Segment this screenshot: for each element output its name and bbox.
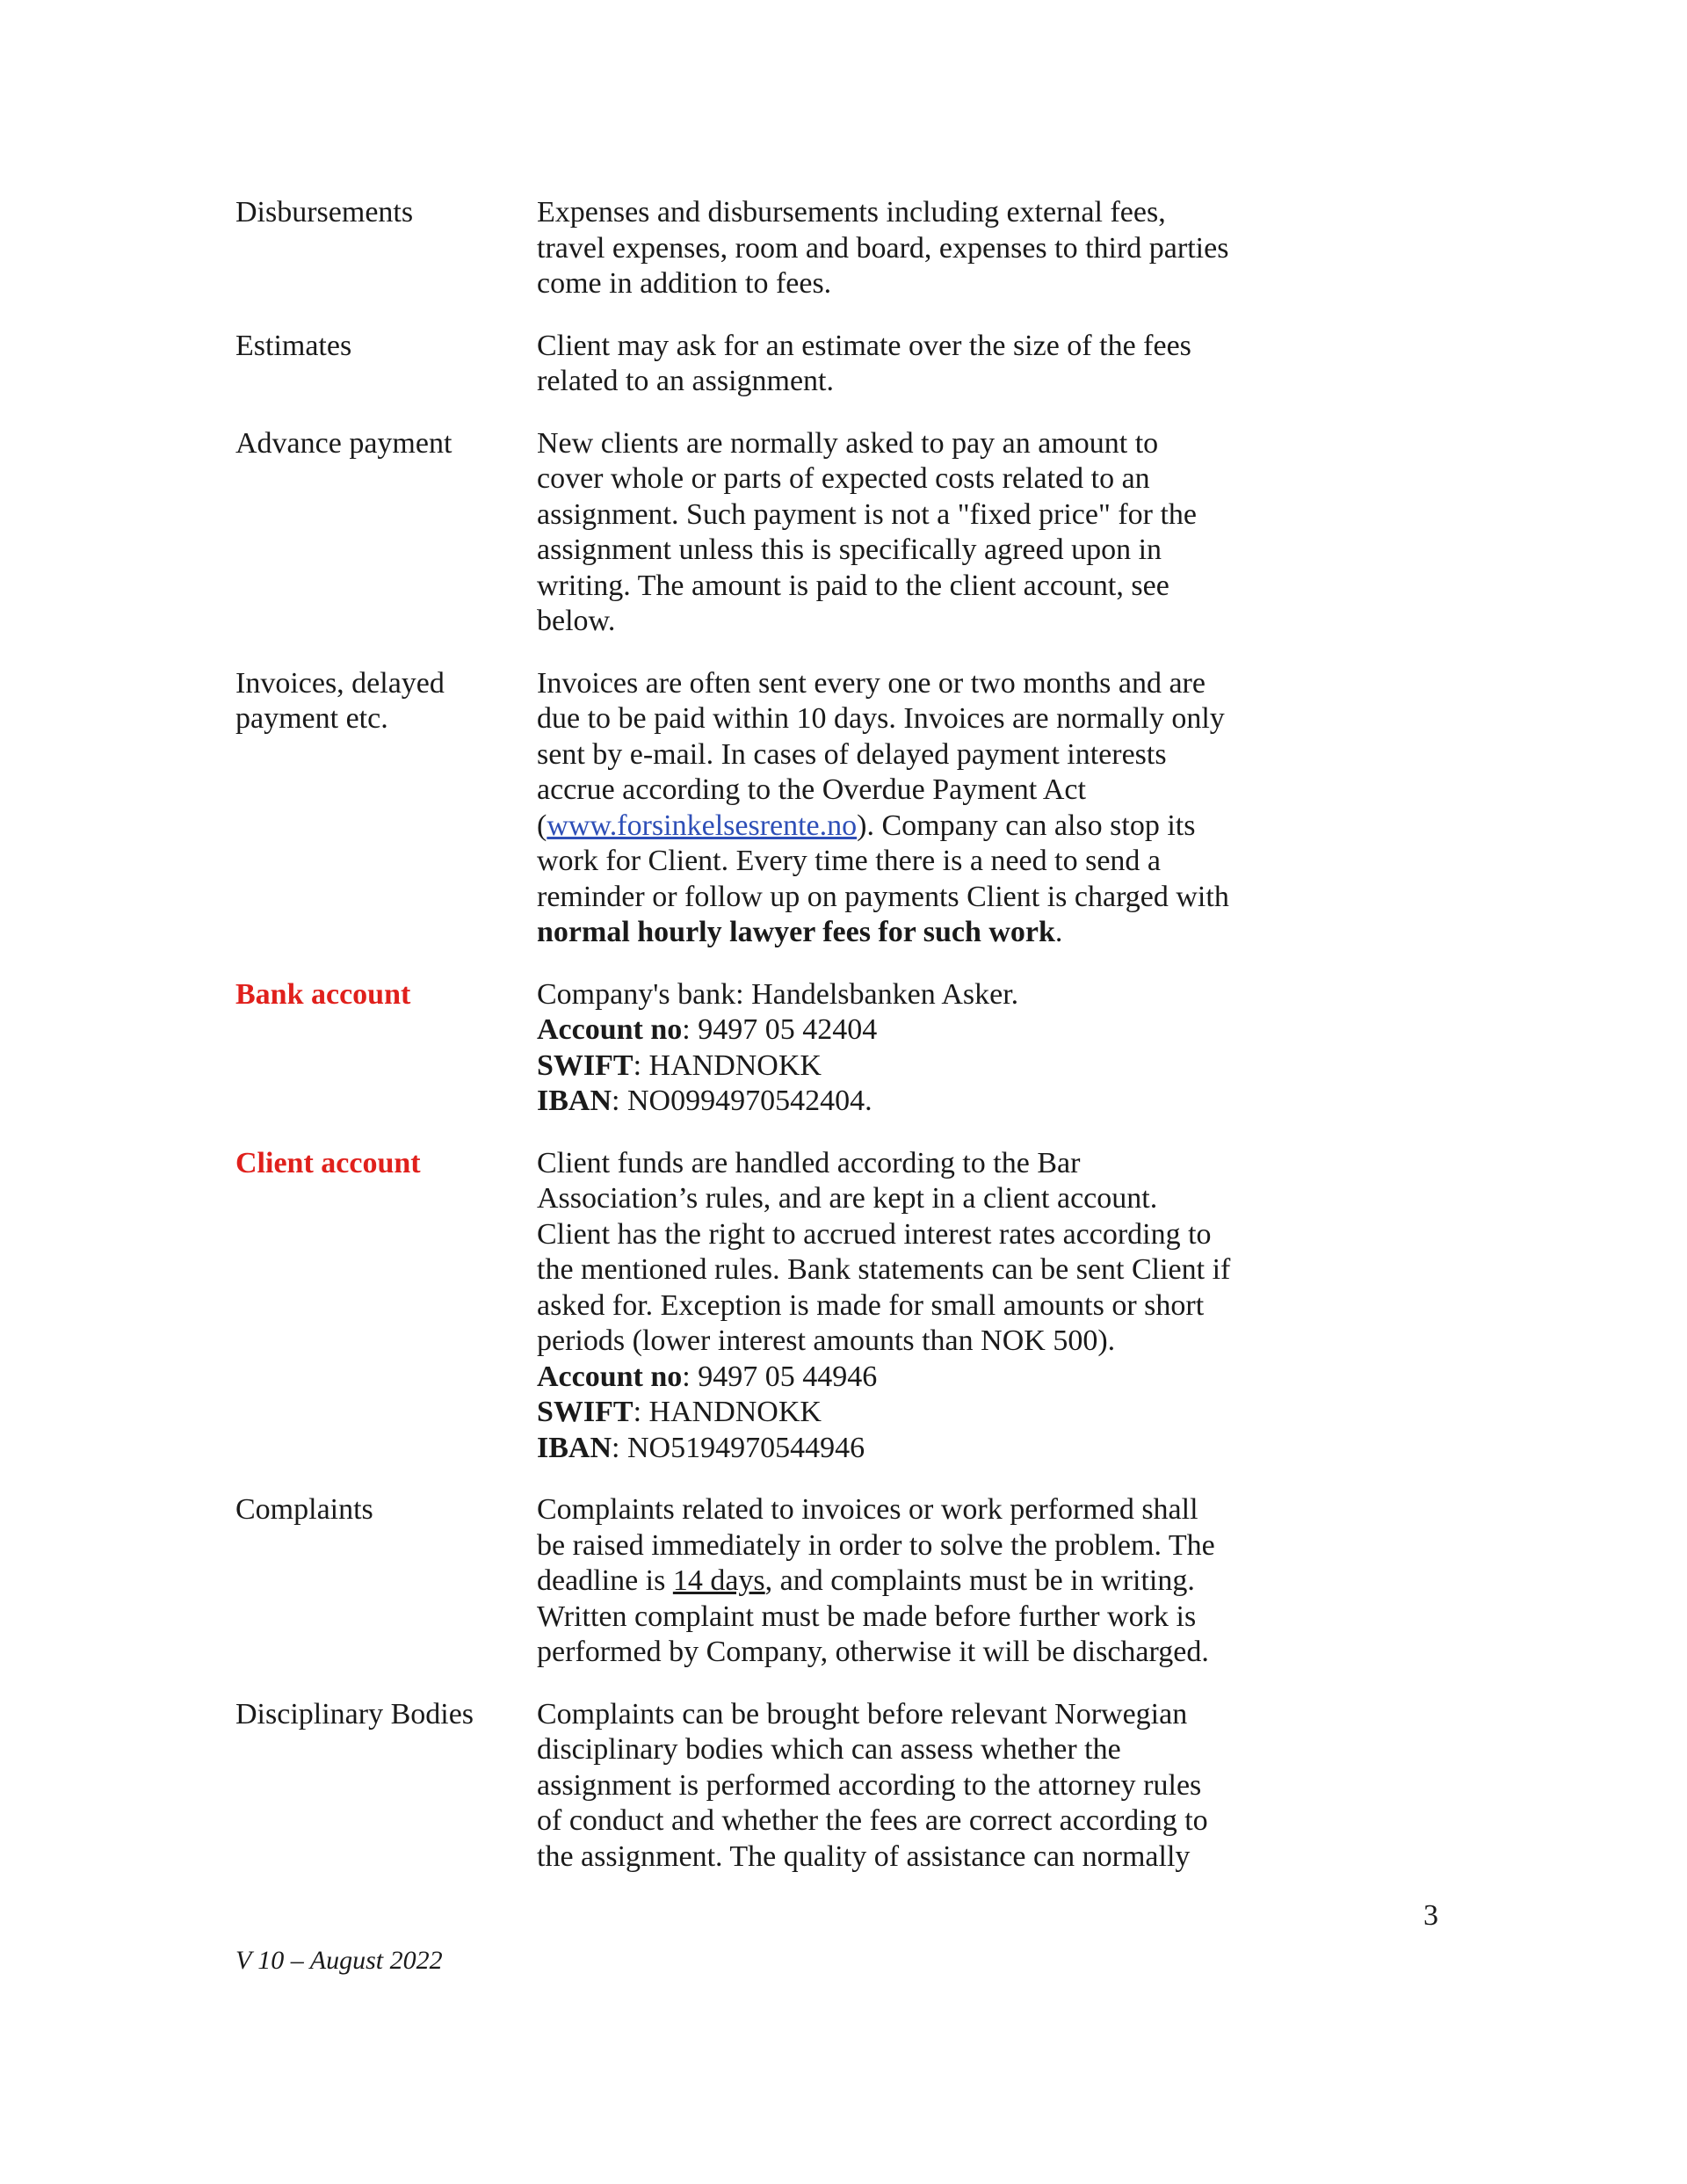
text-line: Client funds are handled according to the Bar: [537, 1146, 1081, 1179]
term-disciplinary-bodies: Disciplinary Bodies: [235, 1697, 474, 1731]
text-line: travel expenses, room and board, expenses to third parties: [537, 231, 1229, 265]
text-line: Complaints related to invoices or work performed shall: [537, 1493, 1198, 1526]
text-line: the mentioned rules. Bank statements can be sent Client if: [537, 1253, 1231, 1286]
term-disbursements: Disbursements: [235, 196, 414, 229]
text-line: Association’s rules, and are kept in a client account.: [537, 1182, 1158, 1215]
text-line: performed by Company, otherwise it will be discharged.: [537, 1636, 1209, 1668]
section-disciplinary-bodies: [235, 1697, 1466, 1876]
field-value: : 9497 05 42404: [682, 1013, 878, 1046]
text-line: asked for. Exception is made for small amounts or short: [537, 1288, 1205, 1322]
desc-bank-account: [537, 977, 1266, 1120]
text-line: sent by e-mail. In cases of delayed payment interests: [537, 737, 1167, 771]
section-disbursements: [235, 195, 1466, 302]
field-label: IBAN: [537, 1431, 612, 1464]
term-invoices: [235, 666, 537, 951]
text-line: work for Client. Every time there is a need to send a: [537, 845, 1161, 877]
field-value: : HANDNOKK: [633, 1396, 822, 1428]
text-line: the assignment. The quality of assistance can normally: [537, 1839, 1191, 1873]
overdue-payment-link[interactable]: www.forsinkelsesrente.no: [547, 809, 858, 842]
text-line: reminder or follow up on payments Client is charged with: [537, 880, 1229, 913]
desc-advance-payment: [537, 426, 1266, 640]
field-label: SWIFT: [537, 1396, 634, 1428]
field-value: : NO0994970542404.: [612, 1085, 872, 1117]
deadline-prefix: deadline is: [537, 1564, 673, 1597]
text-line: periods (lower interest amounts than NOK 500).: [537, 1324, 1116, 1357]
iban-field: [537, 1431, 1266, 1467]
term-estimates: Estimates: [235, 329, 352, 362]
deadline-days: 14 days: [672, 1564, 765, 1597]
field-label: IBAN: [537, 1085, 612, 1117]
version-footer: V 10 – August 2022: [235, 1946, 443, 1975]
field-label: SWIFT: [537, 1048, 634, 1082]
text-line: assignment. Such payment is not a "fixed price" for the: [537, 497, 1198, 531]
page-number: 3: [1423, 1899, 1438, 1932]
text-line: due to be paid within 10 days. Invoices are normally only: [537, 702, 1225, 735]
text-line: cover whole or parts of expected costs related to an: [537, 462, 1150, 495]
deadline-suffix: , and complaints must be in writing.: [764, 1564, 1195, 1597]
section-bank-account: [235, 977, 1466, 1120]
link-trailing-text: ). Company can also stop its: [857, 809, 1196, 842]
field-label: Account no: [537, 1360, 683, 1393]
account-number-field: [537, 1360, 1266, 1396]
text-line: of conduct and whether the fees are correct according to: [537, 1804, 1208, 1837]
link-open-paren: (: [537, 809, 547, 842]
text-line-deadline: [537, 1564, 1266, 1600]
swift-field: [537, 1048, 1266, 1085]
section-advance-payment: [235, 426, 1466, 640]
text-line: be raised immediately in order to solve the problem. The: [537, 1528, 1215, 1562]
text-line: assignment is performed according to the attorney rules: [537, 1768, 1202, 1802]
text-line: accrue according to the Overdue Payment Act: [537, 773, 1086, 806]
text-line: New clients are normally asked to pay an amount to: [537, 426, 1159, 460]
text-line: Expenses and disbursements including external fees,: [537, 196, 1166, 229]
text-line-with-link: [537, 809, 1266, 845]
text-line: come in addition to fees.: [537, 267, 832, 300]
term-advance-payment: Advance payment: [235, 426, 453, 460]
document-body: [235, 195, 1466, 1901]
term-line: Invoices, delayed: [235, 666, 445, 700]
text-line: Company's bank: Handelsbanken Asker.: [537, 977, 1019, 1011]
term-complaints: Complaints: [235, 1493, 373, 1526]
text-line: Invoices are often sent every one or two months and are: [537, 666, 1206, 700]
section-estimates: [235, 329, 1466, 400]
field-value: : 9497 05 44946: [682, 1360, 878, 1393]
desc-complaints: [537, 1492, 1266, 1671]
term-bank-account: Bank account: [235, 977, 411, 1011]
section-invoices: [235, 666, 1466, 951]
desc-estimates: [537, 329, 1266, 400]
account-number-field: [537, 1012, 1266, 1048]
text-line: Written complaint must be made before further work is: [537, 1600, 1197, 1633]
text-line: related to an assignment.: [537, 365, 835, 397]
desc-disbursements: [537, 195, 1266, 302]
text-line-bold: [537, 915, 1266, 951]
text-line: Client may ask for an estimate over the size of the fees: [537, 329, 1191, 362]
desc-invoices: [537, 666, 1266, 951]
text-line: Complaints can be brought before relevant Norwegian: [537, 1697, 1188, 1731]
text-line: Client has the right to accrued interest rates according to: [537, 1217, 1212, 1251]
text-line: disciplinary bodies which can assess whether the: [537, 1733, 1121, 1766]
section-client-account: [235, 1146, 1466, 1467]
iban-field: [537, 1084, 1266, 1120]
text-line: below.: [537, 605, 616, 637]
desc-client-account: [537, 1146, 1266, 1467]
field-value: : NO5194970544946: [612, 1431, 865, 1464]
term-client-account: Client account: [235, 1146, 421, 1179]
field-value: : HANDNOKK: [633, 1048, 822, 1082]
term-line: payment etc.: [235, 702, 388, 735]
swift-field: [537, 1395, 1266, 1431]
text-line: writing. The amount is paid to the client account, see: [537, 569, 1169, 602]
section-complaints: [235, 1492, 1466, 1671]
text-line: assignment unless this is specifically agreed upon in: [537, 533, 1162, 566]
desc-disciplinary-bodies: [537, 1697, 1266, 1876]
bold-fee-text: normal hourly lawyer fees for such work: [537, 916, 1055, 948]
field-label: Account no: [537, 1013, 683, 1046]
bold-trailing-text: .: [1054, 916, 1063, 948]
